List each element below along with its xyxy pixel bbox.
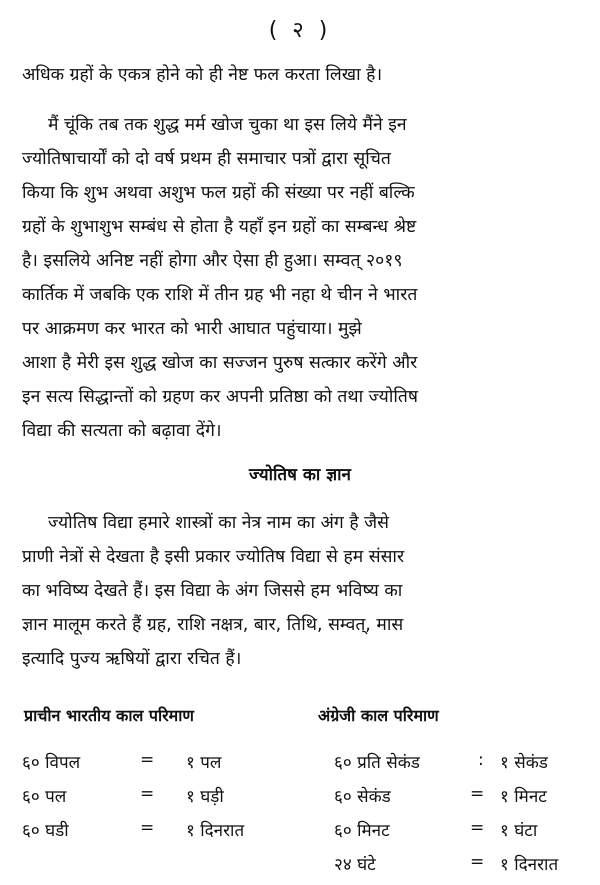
table-cell: ६० घडी	[22, 821, 69, 841]
table-cell: १ दिनरात	[500, 855, 559, 875]
table-cell: २४ घंटे	[334, 855, 376, 875]
table-cell: =	[140, 818, 155, 838]
paragraph-2-line: किया कि शुभ अथवा अशुभ फल ग्रहों की संख्या पर नहीं बल्कि	[22, 183, 415, 203]
table-cell: ६० पल	[22, 787, 67, 807]
table-header-ancient: प्राचीन भारतीय काल परिमाण	[24, 706, 194, 725]
paragraph-2-line: पर आक्रमण कर भारत को भारी आघात पहुंचाया। मुझे	[22, 319, 362, 339]
table-cell: :	[478, 750, 484, 770]
paragraph-3-line: का भविष्य देखते हैं। इस विद्या के अंग जिससे हम भविष्य का	[22, 581, 403, 601]
paragraph-2-line: ग्रहों के शुभाशुभ सम्बंध से होता है यहाँ इन ग्रहों का सम्बन्ध श्रेष्ट	[22, 217, 417, 237]
paragraph-1-line: अधिक ग्रहों के एकत्र होने को ही नेष्ट फल करता लिखा है।	[22, 65, 383, 85]
paragraph-2-line: है। इसलिये अनिष्ट नहीं होगा और ऐसा ही हुआ। सम्वत् २०१९	[22, 251, 403, 271]
paragraph-2-line: आशा है मेरी इस शुद्ध खोज का सज्जन पुरुष सत्कार करेंगे और	[22, 353, 418, 373]
paragraph-2-line: विद्या की सत्यता को बढ़ावा देंगे।	[22, 421, 222, 441]
table-cell: १ घंटा	[500, 821, 538, 841]
table-header-english: अंग्रेजी काल परिमाण	[318, 706, 439, 725]
table-cell: =	[470, 818, 485, 838]
table-cell: ६० प्रति सेकंड	[334, 753, 420, 773]
paragraph-3-line: प्राणी नेत्रों से देखता है इसी प्रकार ज्योतिष विद्या से हम संसार	[22, 547, 405, 567]
table-cell: १ पल	[186, 753, 222, 773]
paragraph-2-line: इन सत्य सिद्धान्तों को ग्रहण कर अपनी प्रतिष्ठा को तथा ज्योतिष	[22, 387, 418, 407]
paragraph-3-line: इत्यादि पुज्य ऋषियों द्वारा रचित हैं।	[22, 649, 242, 669]
table-cell: =	[470, 784, 485, 804]
table-cell: =	[140, 750, 155, 770]
table-cell: =	[140, 784, 155, 804]
table-cell: ६० सेकंड	[334, 787, 391, 807]
table-cell: १ घड़ी	[186, 787, 224, 807]
paragraph-2-line: ज्योतिषाचार्यों को दो वर्ष प्रथम ही समाचार पत्रों द्वारा सूचित	[22, 149, 391, 169]
paragraph-2-line: मैं चूंकि तब तक शुद्ध मर्म खोज चुका था इस लिये मैंने इन	[48, 115, 407, 135]
paragraph-3-line: ज्योतिष विद्या हमारे शास्त्रों का नेत्र नाम का अंग है जैसे	[48, 513, 389, 533]
paragraph-2-line: कार्तिक में जबकि एक राशि में तीन ग्रह भी नहा थे चीन ने भारत	[22, 285, 418, 305]
paragraph-3-line: ज्ञान मालूम करते हैं ग्रह, राशि नक्षत्र, बार, तिथि, सम्वत्, मास	[22, 615, 404, 635]
page-number: ( २ )	[268, 18, 332, 43]
table-cell: =	[470, 852, 485, 872]
table-cell: ६० मिनट	[334, 821, 390, 841]
section-heading: ज्योतिष का ज्ञान	[249, 465, 351, 485]
table-cell: ६० विपल	[22, 753, 81, 773]
table-cell: १ दिनरात	[186, 821, 245, 841]
table-cell: १ मिनट	[500, 787, 547, 807]
table-cell: १ सेकंड	[500, 753, 548, 773]
